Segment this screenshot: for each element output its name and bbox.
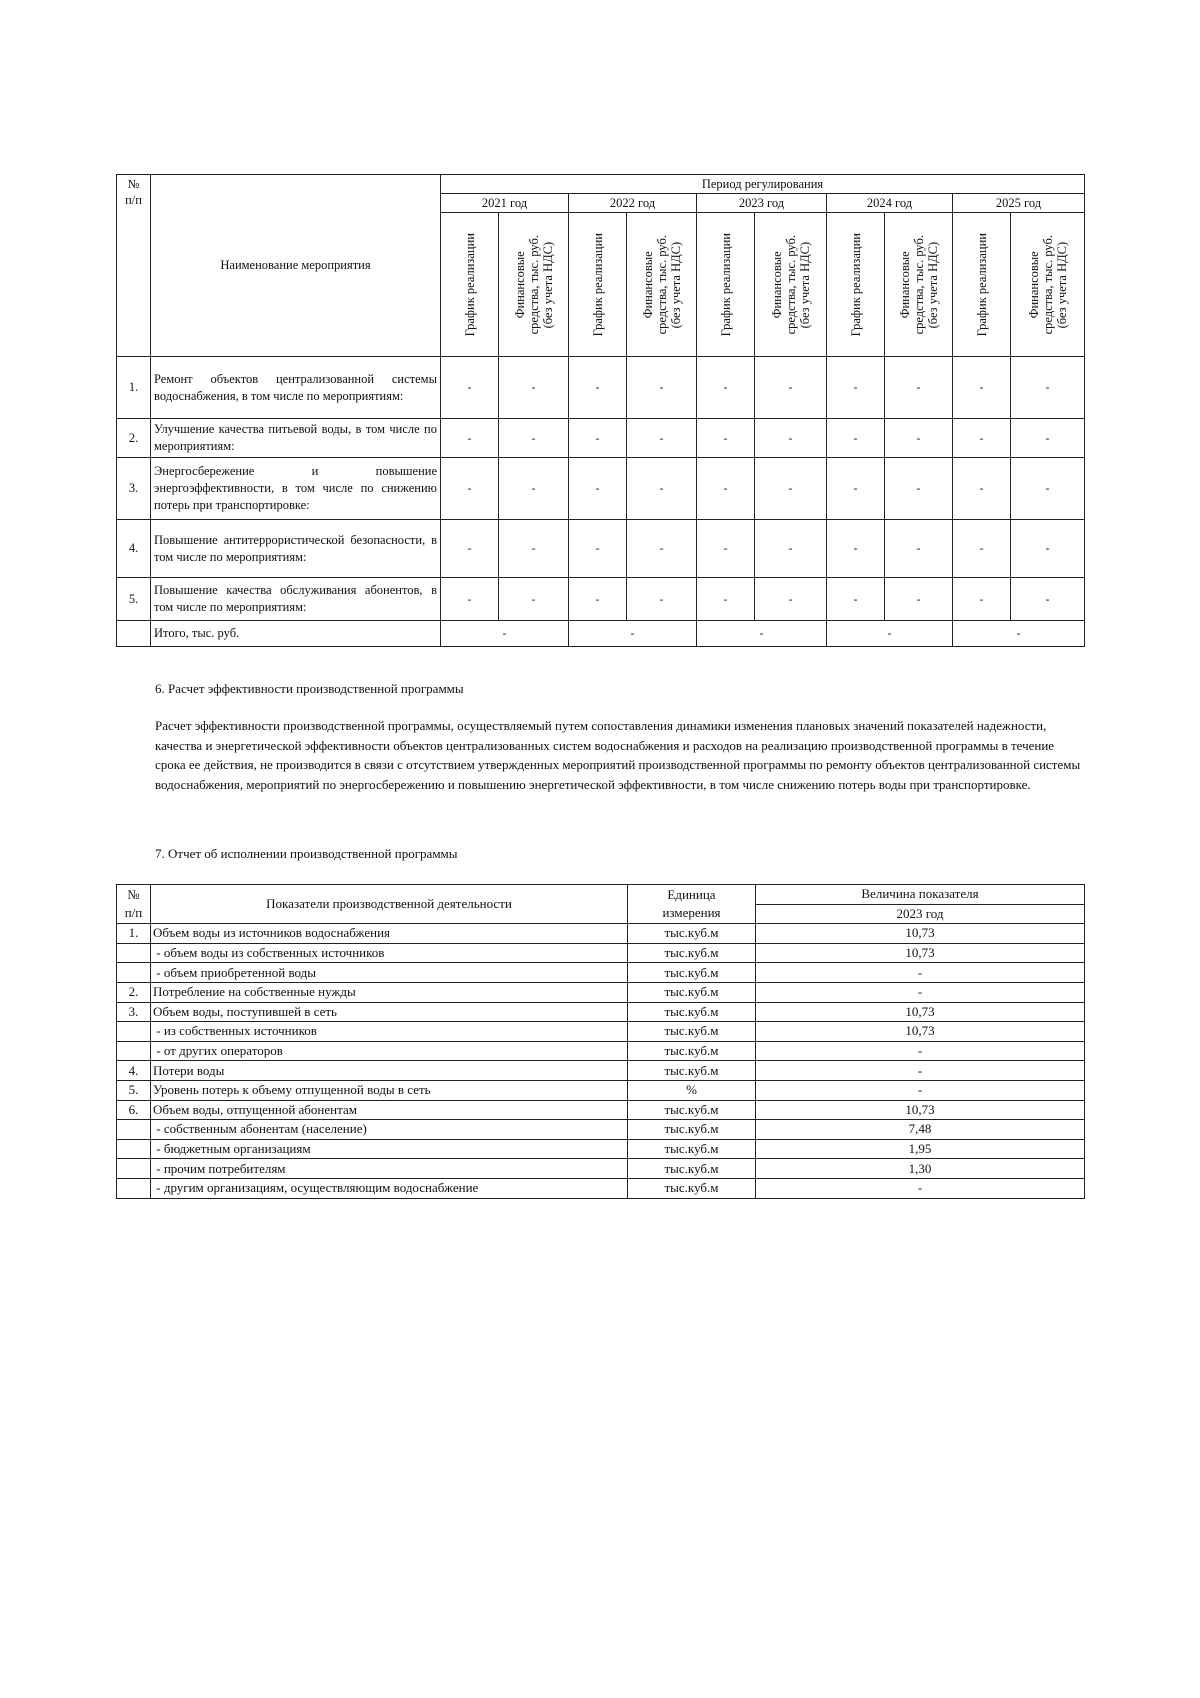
report-row <box>117 963 1085 983</box>
value-cell: - <box>756 1041 1085 1061</box>
report-row <box>117 1022 1085 1042</box>
value-cell: 1,95 <box>756 1139 1085 1159</box>
schedule-cell: - <box>441 578 499 621</box>
report-row <box>117 1139 1085 1159</box>
indicator-column-header: Показатели производственной деятельности <box>151 885 628 924</box>
finance-cell: - <box>755 520 827 578</box>
measure-name: Энергосбережение и повышение энергоэффективности, в том числе по снижению потерь при транспортировке: <box>151 458 441 520</box>
row-number <box>117 1022 151 1042</box>
schedule-subheader: График реализации <box>697 213 755 357</box>
unit-cell: тыс.куб.м <box>628 963 756 983</box>
unit-cell: тыс.куб.м <box>628 1022 756 1042</box>
measure-row <box>117 578 1085 621</box>
finance-cell: - <box>627 520 697 578</box>
total-num-cell <box>117 621 151 647</box>
unit-cell: тыс.куб.м <box>628 1002 756 1022</box>
total-year-value: - <box>697 621 827 647</box>
measure-name-column-header: Наименование мероприятия <box>151 175 441 357</box>
indicator-name: Потери воды <box>151 1061 628 1081</box>
year-header-2021: 2021 год <box>441 194 569 213</box>
unit-cell: тыс.куб.м <box>628 1178 756 1198</box>
finance-cell: - <box>1011 458 1085 520</box>
value-cell: - <box>756 1080 1085 1100</box>
schedule-cell: - <box>441 458 499 520</box>
schedule-cell: - <box>441 357 499 419</box>
indicator-name: - объем приобретенной воды <box>151 963 628 983</box>
indicator-name: - другим организациям, осуществляющим водоснабжение <box>151 1178 628 1198</box>
row-number <box>117 1159 151 1179</box>
value-cell: 10,73 <box>756 1002 1085 1022</box>
measure-name: Повышение антитеррористической безопасности, в том числе по мероприятиям: <box>151 520 441 578</box>
schedule-cell: - <box>827 578 885 621</box>
row-number: 3. <box>117 458 151 520</box>
num-column-header: № п/п <box>117 175 151 357</box>
indicator-name: Объем воды из источников водоснабжения <box>151 924 628 944</box>
finance-subheader: Финансовые средства, тыс. руб. (без учета НДС) <box>1011 213 1085 357</box>
unit-cell: тыс.куб.м <box>628 1120 756 1140</box>
schedule-cell: - <box>827 458 885 520</box>
total-year-value: - <box>569 621 697 647</box>
finance-cell: - <box>755 419 827 458</box>
finance-cell: - <box>627 458 697 520</box>
schedule-cell: - <box>953 458 1011 520</box>
year-column-header: 2023 год <box>756 904 1085 924</box>
schedule-subheader: График реализации <box>827 213 885 357</box>
report-row <box>117 1080 1085 1100</box>
finance-cell: - <box>499 357 569 419</box>
year-header-2024: 2024 год <box>827 194 953 213</box>
finance-cell: - <box>627 419 697 458</box>
report-row <box>117 924 1085 944</box>
schedule-cell: - <box>827 419 885 458</box>
row-number <box>117 1178 151 1198</box>
indicator-name: Объем воды, поступившей в сеть <box>151 1002 628 1022</box>
indicator-name: - бюджетным организациям <box>151 1139 628 1159</box>
schedule-cell: - <box>441 520 499 578</box>
total-row <box>117 621 1085 647</box>
schedule-cell: - <box>569 357 627 419</box>
section-7-title: 7. Отчет об исполнении производственной программы <box>155 846 458 861</box>
finance-subheader: Финансовые средства, тыс. руб. (без учета НДС) <box>885 213 953 357</box>
row-number <box>117 1139 151 1159</box>
finance-cell: - <box>499 419 569 458</box>
measure-row <box>117 357 1085 419</box>
finance-cell: - <box>499 458 569 520</box>
schedule-cell: - <box>953 419 1011 458</box>
schedule-subheader: График реализации <box>441 213 499 357</box>
indicator-name: Объем воды, отпущенной абонентам <box>151 1100 628 1120</box>
indicator-name: - объем воды из собственных источников <box>151 943 628 963</box>
unit-cell: тыс.куб.м <box>628 924 756 944</box>
finance-cell: - <box>755 357 827 419</box>
value-cell: 7,48 <box>756 1120 1085 1140</box>
report-row <box>117 1178 1085 1198</box>
schedule-subheader: График реализации <box>569 213 627 357</box>
row-number <box>117 943 151 963</box>
finance-cell: - <box>1011 419 1085 458</box>
row-number: 2. <box>117 419 151 458</box>
finance-cell: - <box>1011 520 1085 578</box>
unit-cell: тыс.куб.м <box>628 943 756 963</box>
finance-cell: - <box>1011 357 1085 419</box>
unit-cell: % <box>628 1080 756 1100</box>
row-number: 2. <box>117 982 151 1002</box>
finance-subheader: Финансовые средства, тыс. руб. (без учета НДС) <box>499 213 569 357</box>
total-year-value: - <box>953 621 1085 647</box>
row-number: 6. <box>117 1100 151 1120</box>
value-column-header: Величина показателя <box>756 885 1085 905</box>
measure-name: Улучшение качества питьевой воды, в том числе по мероприятиям: <box>151 419 441 458</box>
total-year-value: - <box>441 621 569 647</box>
row-number <box>117 1041 151 1061</box>
report-row <box>117 1002 1085 1022</box>
measure-row <box>117 458 1085 520</box>
indicator-name: - из собственных источников <box>151 1022 628 1042</box>
row-number <box>117 963 151 983</box>
finance-cell: - <box>1011 578 1085 621</box>
year-header-2023: 2023 год <box>697 194 827 213</box>
unit-cell: тыс.куб.м <box>628 1139 756 1159</box>
year-header-2025: 2025 год <box>953 194 1085 213</box>
schedule-cell: - <box>953 357 1011 419</box>
value-cell: 10,73 <box>756 943 1085 963</box>
value-cell: - <box>756 1061 1085 1081</box>
schedule-cell: - <box>827 520 885 578</box>
finance-cell: - <box>885 357 953 419</box>
value-cell: - <box>756 982 1085 1002</box>
schedule-cell: - <box>953 520 1011 578</box>
unit-column-header: Единица измерения <box>628 885 756 924</box>
indicator-name: Уровень потерь к объему отпущенной воды в сеть <box>151 1080 628 1100</box>
finance-cell: - <box>755 458 827 520</box>
total-label: Итого, тыс. руб. <box>151 621 441 647</box>
schedule-cell: - <box>697 578 755 621</box>
schedule-cell: - <box>827 357 885 419</box>
row-number <box>117 1120 151 1140</box>
row-number: 3. <box>117 1002 151 1022</box>
schedule-cell: - <box>953 578 1011 621</box>
report-row <box>117 1041 1085 1061</box>
value-cell: 10,73 <box>756 1022 1085 1042</box>
schedule-cell: - <box>569 458 627 520</box>
production-report-table <box>116 884 1085 1199</box>
row-number: 1. <box>117 924 151 944</box>
year-header-2022: 2022 год <box>569 194 697 213</box>
value-cell: 1,30 <box>756 1159 1085 1179</box>
schedule-subheader: График реализации <box>953 213 1011 357</box>
unit-cell: тыс.куб.м <box>628 1041 756 1061</box>
finance-cell: - <box>885 458 953 520</box>
indicator-name: - прочим потребителям <box>151 1159 628 1179</box>
total-year-value: - <box>827 621 953 647</box>
finance-subheader: Финансовые средства, тыс. руб. (без учета НДС) <box>755 213 827 357</box>
schedule-cell: - <box>697 419 755 458</box>
program-measures-table <box>116 174 1085 647</box>
section-6-paragraph: Расчет эффективности производственной программы, осуществляемый путем сопоставления динамики изменения плановых значений показателей надежности, качества и энергетической эффективности объектов централизованных систем водоснабжения и расходов на реализацию производственной программы в течение срока ее действия, не производится в связи с отсутствием утвержденных мероприятий производственной программы по ремонту объектов централизованной системы водоснабжения, мероприятий по энергосбережению и повышению энергетической эффективности, в том числе снижению потерь воды при транспортировке. <box>155 718 1081 792</box>
schedule-cell: - <box>697 357 755 419</box>
finance-cell: - <box>885 578 953 621</box>
measure-name: Повышение качества обслуживания абонентов, в том числе по мероприятиям: <box>151 578 441 621</box>
indicator-name: Потребление на собственные нужды <box>151 982 628 1002</box>
section-6-title: 6. Расчет эффективности производственной программы <box>155 681 464 696</box>
unit-cell: тыс.куб.м <box>628 1159 756 1179</box>
finance-cell: - <box>499 578 569 621</box>
schedule-cell: - <box>569 419 627 458</box>
report-row <box>117 1159 1085 1179</box>
finance-cell: - <box>627 578 697 621</box>
num-column-header: № п/п <box>117 885 151 924</box>
measure-name: Ремонт объектов централизованной системы водоснабжения, в том числе по мероприятиям: <box>151 357 441 419</box>
finance-cell: - <box>885 419 953 458</box>
value-cell: - <box>756 963 1085 983</box>
measure-row <box>117 520 1085 578</box>
schedule-cell: - <box>697 458 755 520</box>
report-row <box>117 1061 1085 1081</box>
unit-cell: тыс.куб.м <box>628 1100 756 1120</box>
report-row <box>117 1100 1085 1120</box>
finance-subheader: Финансовые средства, тыс. руб. (без учета НДС) <box>627 213 697 357</box>
row-number: 1. <box>117 357 151 419</box>
indicator-name: - от других операторов <box>151 1041 628 1061</box>
unit-cell: тыс.куб.м <box>628 982 756 1002</box>
row-number: 5. <box>117 578 151 621</box>
report-row <box>117 982 1085 1002</box>
schedule-cell: - <box>569 578 627 621</box>
measure-row <box>117 419 1085 458</box>
row-number: 4. <box>117 520 151 578</box>
finance-cell: - <box>755 578 827 621</box>
schedule-cell: - <box>569 520 627 578</box>
report-row <box>117 1120 1085 1140</box>
unit-cell: тыс.куб.м <box>628 1061 756 1081</box>
row-number: 5. <box>117 1080 151 1100</box>
value-cell: 10,73 <box>756 1100 1085 1120</box>
finance-cell: - <box>627 357 697 419</box>
row-number: 4. <box>117 1061 151 1081</box>
indicator-name: - собственным абонентам (население) <box>151 1120 628 1140</box>
finance-cell: - <box>885 520 953 578</box>
regulation-period-header: Период регулирования <box>441 175 1085 194</box>
finance-cell: - <box>499 520 569 578</box>
value-cell: 10,73 <box>756 924 1085 944</box>
schedule-cell: - <box>697 520 755 578</box>
report-row <box>117 943 1085 963</box>
value-cell: - <box>756 1178 1085 1198</box>
schedule-cell: - <box>441 419 499 458</box>
